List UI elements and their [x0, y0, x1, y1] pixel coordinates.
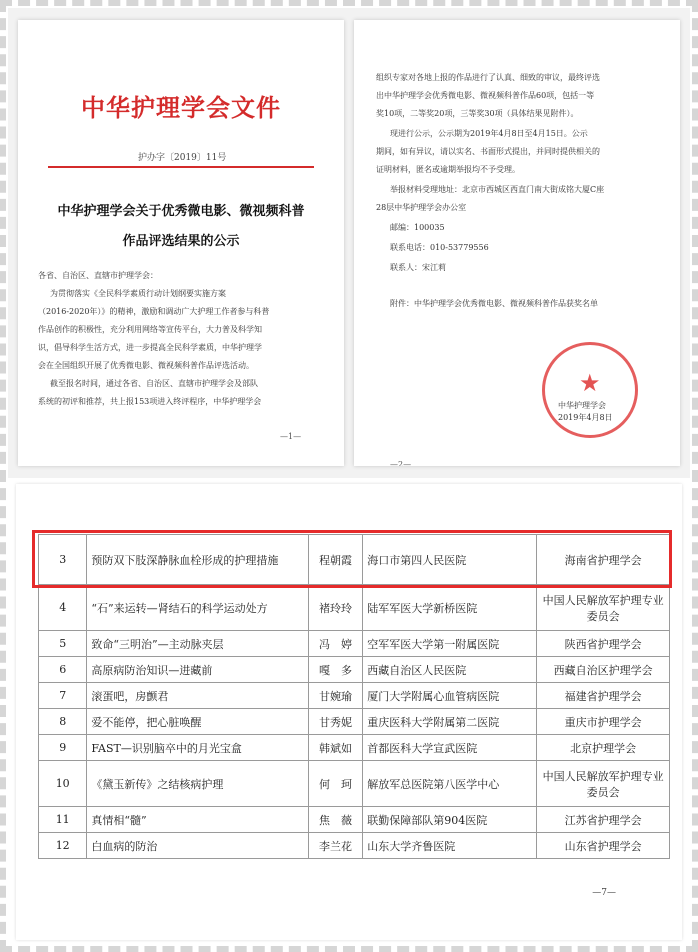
recommending-org: 陕西省护理学会	[537, 631, 670, 657]
row-number: 5	[39, 631, 87, 657]
work-title: 《黛玉新传》之结核病护理	[87, 761, 308, 807]
body-line: 28层中华护理学会办公室	[376, 203, 467, 212]
row-number: 6	[39, 657, 87, 683]
table-row	[39, 585, 670, 631]
document-title-line-1: 中华护理学会关于优秀微电影、微视频科普	[57, 204, 305, 219]
attachment-line: 附件：中华护理学会优秀微电影、微视频科普作品获奖名单	[390, 299, 598, 308]
recommending-org: 西藏自治区护理学会	[537, 657, 670, 683]
recommending-org: 山东省护理学会	[537, 833, 670, 859]
author: 韩斌如	[308, 735, 363, 761]
author: 冯 婷	[308, 631, 363, 657]
author: 李兰花	[308, 833, 363, 859]
document-page-1	[18, 20, 344, 466]
author: 甘秀妮	[308, 709, 363, 735]
page-number: —1—	[280, 432, 302, 441]
author: 程朝霞	[308, 535, 363, 585]
table-row	[39, 761, 670, 807]
body-line: 举报材料受理地址：北京市西城区西直门南大街成铭大厦C座	[390, 185, 605, 194]
table-row	[39, 683, 670, 709]
body-line: 联系电话：010-53779556	[390, 243, 489, 252]
table-row	[39, 657, 670, 683]
work-title: 致命“三明治”—主动脉夹层	[87, 631, 308, 657]
work-title: 高原病防治知识—进藏前	[87, 657, 308, 683]
row-number: 8	[39, 709, 87, 735]
unit: 陆军军医大学新桥医院	[363, 585, 537, 631]
table-row	[39, 735, 670, 761]
unit: 山东大学齐鲁医院	[363, 833, 537, 859]
table-row	[39, 631, 670, 657]
body-line: 证明材料，匿名或逾期举报均不予受理。	[376, 165, 520, 174]
body-line: 系统的初评和推荐，共上报153项进入终评程序，中华护理学会	[38, 397, 262, 406]
work-title: 真情相“髓”	[87, 807, 308, 833]
author: 褚玲玲	[308, 585, 363, 631]
official-seal	[542, 342, 638, 438]
work-title: 爱不能停，把心脏唤醒	[87, 709, 308, 735]
recommending-org: 北京护理学会	[537, 735, 670, 761]
table-row	[39, 709, 670, 735]
author: 焦 薇	[308, 807, 363, 833]
work-title: 预防双下肢深静脉血栓形成的护理措施	[87, 535, 308, 585]
page-number: —2—	[390, 460, 412, 466]
unit: 空军军医大学第一附属医院	[363, 631, 537, 657]
row-number: 7	[39, 683, 87, 709]
body-line: 期间，如有异议，请以实名、书面形式提出，并同时提供相关的	[376, 147, 600, 156]
table-row	[39, 807, 670, 833]
unit: 联勤保障部队第904医院	[363, 807, 537, 833]
row-number: 10	[39, 761, 87, 807]
body-line: 邮编：100035	[390, 223, 445, 232]
unit: 重庆医科大学附属第二医院	[363, 709, 537, 735]
recommending-org: 江苏省护理学会	[537, 807, 670, 833]
body-line: （2016-2020年）》的精神，激励和调动广大护理工作者参与科普	[38, 307, 270, 316]
salutation: 各省、自治区、直辖市护理学会：	[38, 271, 158, 280]
recommending-org: 中国人民解放军护理专业委员会	[537, 585, 670, 631]
body-line: 识，倡导科学生活方式，进一步提高全民科学素质，中华护理学	[38, 343, 262, 352]
body-line: 会在全国组织开展了优秀微电影、微视频科普作品评选活动。	[38, 361, 254, 370]
body-line: 奖10项，二等奖20项，三等奖30项（具体结果见附件）。	[376, 109, 579, 118]
document-title-line-2: 作品评选结果的公示	[122, 234, 240, 249]
seal-star-icon: ★	[579, 369, 601, 397]
row-number: 9	[39, 735, 87, 761]
author: 甘婉瑜	[308, 683, 363, 709]
highlight-box	[32, 530, 672, 588]
unit: 厦门大学附属心血管病医院	[363, 683, 537, 709]
work-title: 白血病的防治	[87, 833, 308, 859]
row-number: 4	[39, 585, 87, 631]
document-page-2	[354, 20, 680, 466]
unit: 解放军总医院第八医学中心	[363, 761, 537, 807]
body-line: 作品创作的积极性，充分利用网络等宣传平台，大力普及科学知	[38, 325, 262, 334]
document-page-table	[16, 484, 682, 940]
document-header: 中华护理学会文件	[81, 94, 281, 122]
seal-date: 2019年4月8日	[558, 413, 613, 422]
work-title: FAST—识别脑卒中的月光宝盒	[87, 735, 308, 761]
seal-organization: 中华护理学会	[558, 401, 606, 410]
unit: 西藏自治区人民医院	[363, 657, 537, 683]
unit: 首都医科大学宣武医院	[363, 735, 537, 761]
author: 何 珂	[308, 761, 363, 807]
recommending-org: 重庆市护理学会	[537, 709, 670, 735]
document-number: 护办字〔2019〕11号	[138, 153, 227, 163]
recommending-org: 福建省护理学会	[537, 683, 670, 709]
work-title: 滚蛋吧，房颤君	[87, 683, 308, 709]
page-number: —7—	[592, 888, 616, 898]
row-number: 12	[39, 833, 87, 859]
table-row	[39, 833, 670, 859]
row-number: 3	[39, 535, 87, 585]
body-line: 为贯彻落实《全民科学素质行动计划纲要实施方案	[50, 289, 226, 298]
body-line: 联系人：宋江莉	[390, 263, 446, 272]
work-title: “石”来运转—肾结石的科学运动处方	[87, 585, 308, 631]
body-line: 截至报名时间，通过各省、自治区、直辖市护理学会及部队	[50, 379, 258, 388]
recommending-org: 中国人民解放军护理专业委员会	[537, 761, 670, 807]
body-line: 现进行公示，公示期为2019年4月8日至4月15日。公示	[390, 129, 588, 138]
recommending-org: 海南省护理学会	[537, 535, 670, 585]
author: 嘎 多	[308, 657, 363, 683]
red-divider	[48, 166, 314, 168]
unit: 海口市第四人民医院	[363, 535, 537, 585]
body-line: 组织专家对各地上报的作品进行了认真、细致的审议，最终评选	[376, 73, 600, 82]
body-line: 出中华护理学会优秀微电影、微视频科普作品60项，包括一等	[376, 91, 595, 100]
row-number: 11	[39, 807, 87, 833]
